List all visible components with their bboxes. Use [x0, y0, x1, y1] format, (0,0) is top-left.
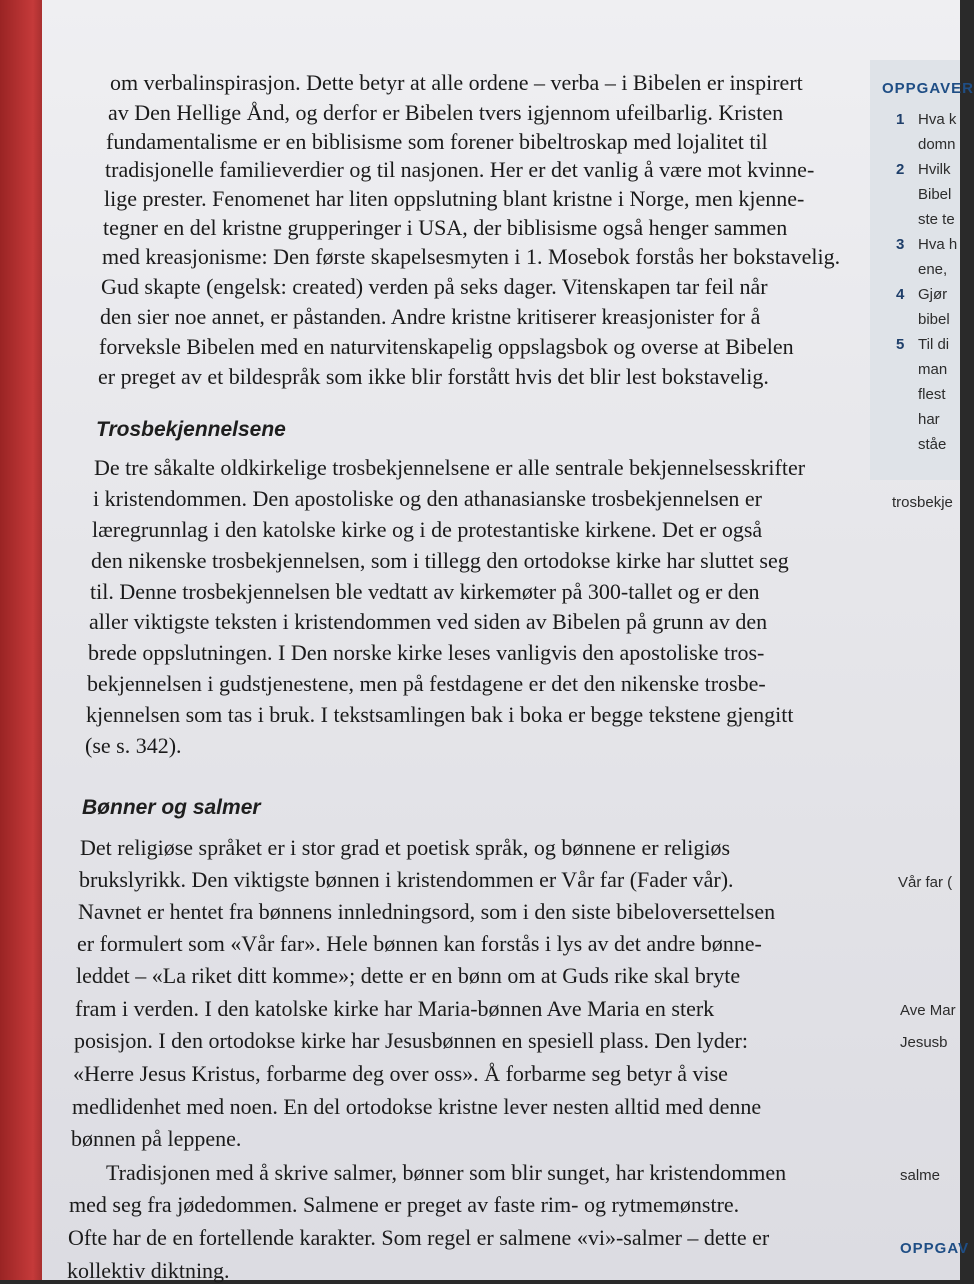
text-line: med kreasjonisme: Den første skapelsesmyten i 1. Mosebok forstås her bokstavelig. — [102, 244, 841, 269]
text-line: fundamentalisme er en biblisisme som forener bibeltroskap med lojalitet til — [106, 129, 768, 154]
task-number: 3 — [896, 236, 905, 253]
task-number: 1 — [896, 111, 905, 128]
task-text: har — [918, 411, 940, 428]
text-line: De tre såkalte oldkirkelige trosbekjennelsene er alle sentrale bekjennelsesskrifter — [94, 455, 806, 480]
task-text: ståe — [918, 436, 947, 453]
text-line: læregrunnlag i den katolske kirke og i de protestantiske kirkene. Det er også — [92, 517, 763, 542]
text-line: Navnet er hentet fra bønnens innledningsord, som i den siste bibeloversettelsen — [78, 899, 776, 924]
text-line: den sier noe annet, er påstanden. Andre kristne kritiserer kreasjonister for å — [100, 304, 761, 329]
text-line: kjennelsen som tas i bruk. I tekstsamlingen bak i boka er begge tekstene gjengitt — [86, 702, 794, 727]
text-line: brukslyrikk. Den viktigste bønnen i kristendommen er Vår far (Fader vår). — [79, 867, 734, 892]
text-line: forveksle Bibelen med en naturvitenskapelig oppslagsbok og overse at Bibelen — [99, 334, 794, 359]
task-text: Hva k — [918, 111, 957, 128]
task-number: 2 — [896, 161, 905, 178]
margin-term: salme — [900, 1167, 941, 1184]
text-line: aller viktigste teksten i kristendommen ved siden av Bibelen på grunn av den — [89, 609, 768, 634]
text-line: lige prester. Fenomenet har liten oppslutning blant kristne i Norge, men kjenne- — [104, 186, 805, 211]
text-line: Det religiøse språket er i stor grad et poetisk språk, og bønnene er religiøs — [80, 835, 731, 860]
task-number: 5 — [896, 336, 905, 353]
margin-term: Jesusb — [900, 1034, 948, 1051]
task-number: 4 — [896, 286, 905, 303]
margin-term: Ave Mar — [900, 1002, 956, 1019]
task-text: flest — [918, 386, 946, 403]
text-line: av Den Hellige Ånd, og derfor er Bibelen tvers igjennom ufeilbarlig. Kristen — [108, 100, 784, 125]
text-line: Ofte har de en fortellende karakter. Som regel er salmene «vi»-salmer – dette er — [68, 1225, 770, 1250]
text-line: er preget av et bildespråk som ikke blir forstått hvis det blir lest bokstavelig. — [98, 364, 769, 389]
task-text: Til di — [918, 336, 950, 353]
task-text: ene, — [918, 261, 948, 278]
task-text: ste te — [918, 211, 955, 228]
text-line: med seg fra jødedommen. Salmene er preget av faste rim- og rytmemønstre. — [69, 1192, 740, 1217]
text-line: er formulert som «Vår far». Hele bønnen kan forstås i lys av det andre bønne- — [77, 931, 762, 956]
task-text: Bibel — [918, 186, 952, 203]
text-line: Gud skapte (engelsk: created) verden på seks dager. Vitenskapen tar feil når — [101, 274, 768, 299]
task-text: Gjør — [918, 286, 948, 303]
text-line: bekjennelsen i gudstjenestene, men på festdagene er det den nikenske trosbe- — [87, 671, 766, 696]
text-line: kollektiv diktning. — [67, 1258, 230, 1283]
text-line: medlidenhet med noen. En del ortodokse kristne lever nesten alltid med denne — [72, 1094, 762, 1119]
text-line: til. Denne trosbekjennelsen ble vedtatt av kirkemøter på 300-tallet og er den — [90, 579, 760, 604]
sidebar-footer-heading: OPPGAV — [900, 1240, 970, 1257]
margin-term: trosbekje — [892, 494, 953, 511]
task-text: Hvilk — [918, 161, 951, 178]
text-line: bønnen på leppene. — [71, 1126, 242, 1151]
text-line: Tradisjonen med å skrive salmer, bønner som blir sunget, har kristendommen — [106, 1160, 787, 1185]
text-line: tegner en del kristne grupperinger i USA, der biblisisme også henger sammen — [103, 215, 788, 240]
section-heading-trosbekjennelsene: Trosbekjennelsene — [96, 418, 286, 441]
text-line: fram i verden. I den katolske kirke har Maria-bønnen Ave Maria en sterk — [75, 996, 715, 1021]
text-line: tradisjonelle familieverdier og til nasjonen. Her er det vanlig å være mot kvinne- — [105, 157, 815, 182]
sidebar-heading: OPPGAVER — [882, 80, 974, 97]
text-line: posisjon. I den ortodokse kirke har Jesusbønnen en spesiell plass. Den lyder: — [74, 1028, 748, 1053]
text-line: om verbalinspirasjon. Dette betyr at alle ordene – verba – i Bibelen er inspirert — [110, 70, 803, 95]
task-text: man — [918, 361, 948, 378]
text-line: leddet – «La riket ditt komme»; dette er en bønn om at Guds rike skal bryte — [76, 963, 741, 988]
text-line: i kristendommen. Den apostoliske og den athanasianske trosbekjennelsen er — [93, 486, 762, 511]
text-line: (se s. 342). — [85, 733, 182, 758]
section-heading-bonner-og-salmer: Bønner og salmer — [82, 796, 261, 819]
task-text: domn — [918, 136, 956, 153]
task-text: bibel — [918, 311, 950, 328]
margin-term: Vår far ( — [898, 874, 953, 891]
text-line: «Herre Jesus Kristus, forbarme deg over oss». Å forbarme seg betyr å vise — [73, 1061, 728, 1086]
task-text: Hva h — [918, 236, 958, 253]
text-line: brede oppslutningen. I Den norske kirke leses vanligvis den apostoliske tros- — [88, 640, 765, 665]
text-line: den nikenske trosbekjennelsen, som i tillegg den ortodokse kirke har sluttet seg — [91, 548, 789, 573]
